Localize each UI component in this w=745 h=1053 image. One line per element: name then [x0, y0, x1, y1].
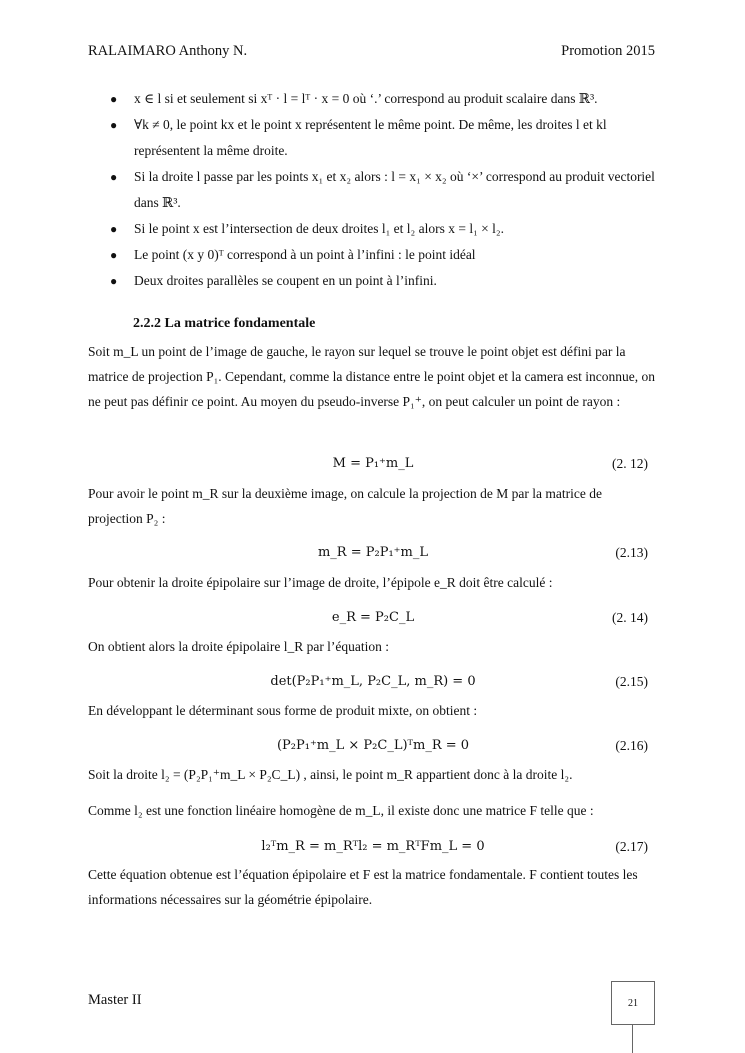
paragraph: Soit la droite l₂ = (P₂P₁⁺m_L × P₂C_L) , ainsi, le point m_R appartient donc à la droite l₂.	[88, 767, 573, 782]
paragraph: En développant le déterminant sous forme de produit mixte, on obtient :	[88, 703, 478, 718]
equation-body: M = P₁⁺m_L	[332, 456, 414, 471]
bullet-item: ● Si le point x est l’intersection de deux droites l₁ et l₂ alors x = l₁ × l₂.	[110, 221, 504, 236]
equation-body: det(P₂P₁⁺m_L, P₂C_L, m_R) = 0	[270, 674, 476, 689]
bullet-text: x ∈ l si et seulement si xᵀ · l = lᵀ · x = 0 où ‘.’ correspond au produit scalaire dans ℝ³.	[134, 91, 598, 106]
footer-label: Master II	[88, 992, 142, 1008]
bullet-text: Deux droites parallèles se coupent en un point à l’infini.	[134, 273, 437, 288]
bullet-item: ● Si la droite l passe par les points x₁ et x₂ alors : l = x₁ × x₂ où ‘×’ correspond au produit vectoriel dans ℝ³.	[110, 169, 655, 210]
section-title: 2.2.2 La matrice fondamentale	[133, 316, 316, 331]
equation	[88, 610, 658, 632]
bullet-item: ● Le point (x y 0)ᵀ correspond à un point à l’infini : le point idéal	[110, 247, 476, 262]
paragraph: Comme l₂ est une fonction linéaire homogène de m_L, il existe donc une matrice F telle que :	[88, 803, 594, 818]
bullet-text: Le point (x y 0)ᵀ correspond à un point à l’infini : le point idéal	[134, 247, 476, 262]
equation-body: e_R = P₂C_L	[331, 610, 415, 625]
bullet-item: ● x ∈ l si et seulement si xᵀ · l = lᵀ · x = 0 où ‘.’ correspond au produit scalaire dans ℝ³.	[110, 91, 598, 106]
paragraph: On obtient alors la droite épipolaire l_R par l’équation :	[88, 639, 390, 654]
equation-number: (2.16)	[615, 738, 648, 753]
equation-number: (2.17)	[615, 839, 648, 854]
bullet-item: ● Deux droites parallèles se coupent en un point à l’infini.	[110, 273, 437, 288]
equation-number: (2. 14)	[612, 610, 648, 625]
equation	[88, 545, 658, 567]
equation-number: (2.13)	[615, 545, 648, 560]
header-promotion: Promotion 2015	[561, 43, 655, 59]
page-number-box	[611, 981, 655, 1025]
paragraph: Pour obtenir la droite épipolaire sur l’image de droite, l’épipole e_R doit être calculé :	[88, 575, 553, 590]
equation-body: l₂ᵀm_R = m_Rᵀl₂ = m_RᵀFm_L = 0	[261, 839, 485, 854]
paragraph: Cette équation obtenue est l’équation épipolaire et F est la matrice fondamentale. F contient toutes les informations nécessaires sur la géométrie épipolaire.	[88, 867, 638, 907]
page-number: 21	[628, 997, 638, 1009]
equation	[88, 674, 658, 696]
bullet-list	[110, 86, 658, 294]
paragraph: Soit m_L un point de l’image de gauche, le rayon sur lequel se trouve le point objet est défini par la matrice de projection P₁. Cependant, comme la distance entre le point objet et la camera est inconnue, on ne peut pas définir ce point. Au moyen du pseudo-inverse P₁⁺, on peut calculer un point de rayon :	[88, 344, 655, 409]
bullet-item: ● ∀k ≠ 0, le point kx et le point x représentent le même point. De même, les droites l et kl représentent la même droite.	[110, 117, 607, 158]
header-author: RALAIMARO Anthony N.	[88, 43, 248, 59]
equation-body: (P₂P₁⁺m_L × P₂C_L)ᵀm_R = 0	[276, 738, 470, 753]
paragraph: Pour avoir le point m_R sur la deuxième image, on calcule la projection de M par la matrice de projection P₂ :	[88, 486, 602, 526]
bullet-text: ∀k ≠ 0, le point kx et le point x représentent le même point. De même, les droites l et kl représentent la même droite.	[134, 117, 607, 158]
page-number-line	[632, 1024, 633, 1053]
equation	[88, 738, 658, 760]
bullet-text: Si la droite l passe par les points x₁ et x₂ alors : l = x₁ × x₂ où ‘×’ correspond au produit vectoriel dans ℝ³.	[134, 169, 655, 210]
equation-number: (2.15)	[615, 674, 648, 689]
equation	[88, 839, 658, 861]
equation-body: m_R = P₂P₁⁺m_L	[317, 545, 428, 560]
equation	[88, 456, 658, 478]
equation-number: (2. 12)	[612, 456, 648, 471]
bullet-text: Si le point x est l’intersection de deux droites l₁ et l₂ alors x = l₁ × l₂.	[134, 221, 504, 236]
